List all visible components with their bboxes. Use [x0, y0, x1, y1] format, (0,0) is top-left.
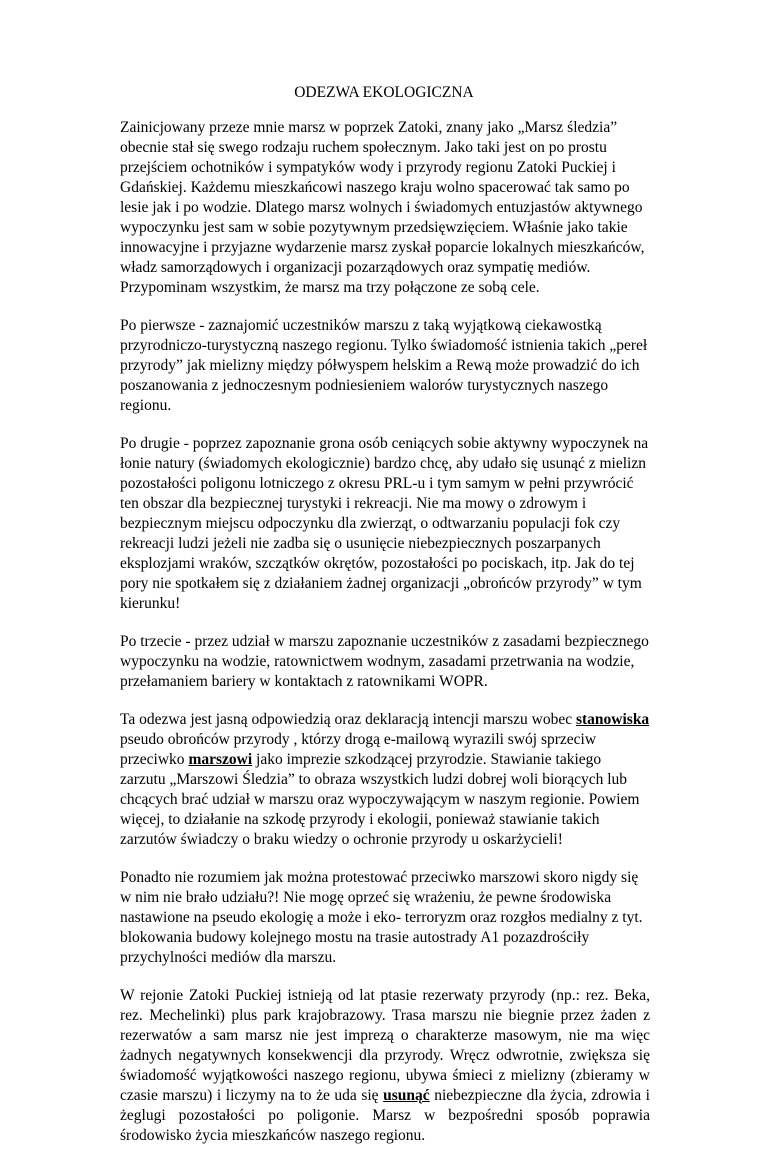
paragraph-first-goal: Po pierwsze - zaznajomić uczestników marszu z taką wyjątkową ciekawostką przyrodniczo-turystyczną naszego regionu. Tylko świadomość istnienia takich „pereł przyrody” jak mielizny między półwyspem helskim a Rewą może prowadzić do ich poszanowania z jednoczesnym podniesieniem walorów turystycznych naszego regionu. [120, 317, 648, 414]
document-body [120, 118, 650, 1164]
paragraph-reserves [120, 986, 650, 1146]
paragraph-third-goal: Po trzecie - przez udział w marszu zapoznanie uczestników z zasadami bezpiecznego wypoczynku na wodzie, ratownictwem wodnym, zasadami przetrwania na wodzie, przełamaniem bariery w kontaktach z ratownikami WOPR. [120, 633, 649, 690]
underlined-word-stanowiska: stanowiska [575, 711, 650, 728]
underlined-word-usunac: usunąć [383, 1087, 430, 1104]
document-title: ODEZWA EKOLOGICZNA [294, 84, 474, 101]
paragraph-second-goal: Po drugie - poprzez zapoznanie grona osób ceniących sobie aktywny wypoczynek na łonie natury (świadomych ekologicznie) bardzo chcę, aby udało się usunąć z mielizn pozostałości poligonu lotniczego z okresu PRL-u i tym samym w pełni przywrócić ten obszar dla bezpiecznej turystyki i rekreacji. Nie ma mowy o zdrowym i bezpiecznym miejscu odpoczynku dla zwierząt, o odtwarzaniu populacji fok czy rekreacji ludzi jeżeli nie zadba się o usunięcie niebezpiecznych poszarpanych eksplozjami wraków, szczątków okrętów, pozostałości po pociskach, itp. Jak do tej pory nie spotkałem się z działaniem żadnej organizacji „obrońców przyrody” w tym kierunku! [120, 435, 649, 612]
underlined-word-marszowi: marszowi [188, 751, 253, 768]
text-run: niebezpieczne dla życia, zdrowia i żeglugi pozostałości po poligonie. Marsz w bezpośredni sposób poprawia środowisko życia mieszkańców naszego regionu. [120, 1087, 650, 1144]
text-run: jako imprezie szkodzącej przyrodzie. Stawianie takiego zarzutu „Marszowi Śledzia” to obraza wszystkich ludzi dobrej woli biorących lub chcących brać udział w marszu oraz wypoczywającym w naszym regionie. Powiem więcej, to działanie na szkodę przyrody i ekologii, ponieważ stawianie takich zarzutów świadczy o braku wiedzy o ochronie przyrody u oskarżycieli! [120, 751, 640, 848]
text-run: Ta odezwa jest jasną odpowiedzią oraz deklaracją intencji marszu wobec [120, 711, 576, 728]
text-run: W rejonie Zatoki Puckiej istnieją od lat ptasie rezerwaty przyrody (np.: rez. Beka, rez. Mechelinki) plus park krajobrazowy. Trasa marszu nie biegnie przez żaden z rezerwatów a sam marsz nie jest imprezą o charakterze masowym, nie ma więc żadnych negatywnych konsekwencji dla przyrody. Wręcz odwrotnie, zwiększa się świadomość wyjątkowości naszego regionu, ubywa śmieci z mielizny (zbieramy w czasie marszu) i liczymy na to że uda się [120, 987, 650, 1104]
paragraph-protest: Ponadto nie rozumiem jak można protestować przeciwko marszowi skoro nigdy się w nim nie brało udziału?! Nie mogę oprzeć się wrażeniu, że pewne środowiska nastawione na pseudo ekologię a może i eko- terroryzm oraz rozgłos medialny z tyt. blokowania budowy kolejnego mostu na trasie autostrady A1 pozazdrościły przychylności mediów dla marszu. [120, 869, 643, 966]
paragraph-intro: Zainicjowany przeze mnie marsz w poprzek Zatoki, znany jako „Marsz śledzia” obecnie stał się swego rodzaju ruchem społecznym. Jako taki jest on po prostu przejściem ochotników i sympatyków wody i przyrody regionu Zatoki Puckiej i Gdańskiej. Każdemu mieszkańcowi naszego kraju wolno spacerować tak samo po lesie jak i po wodzie. Dlatego marsz wolnych i świadomych entuzjastów aktywnego wypoczynku jest sam w sobie pozytywnym przedsięwzięciem. Właśnie jako takie innowacyjne i przyjazne wydarzenie marsz zyskał poparcie lokalnych mieszkańców, władz samorządowych i organizacji pozarządowych oraz sympatię mediów. Przypominam wszystkim, że marsz ma trzy połączone ze sobą cele. [120, 119, 645, 296]
text-run: pseudo obrońców przyrody , którzy drogą e-mailową wyrazili swój sprzeciw przeciwko [120, 731, 597, 768]
paragraph-declaration [120, 710, 650, 850]
